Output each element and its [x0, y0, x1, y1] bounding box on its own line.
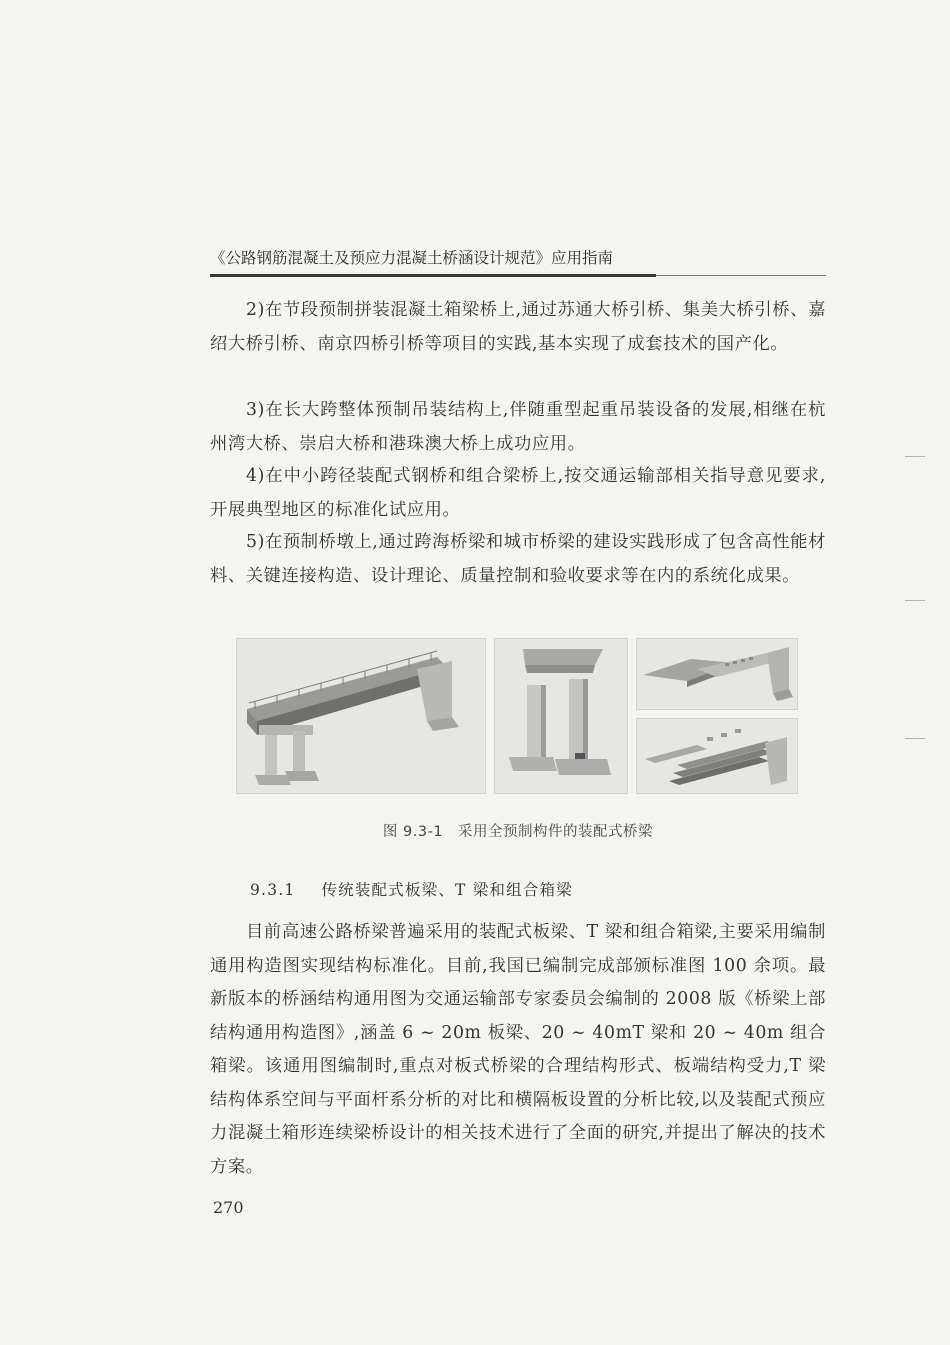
- section-number: 9.3.1: [250, 881, 296, 899]
- precast-pier-image: [494, 638, 628, 794]
- section-title: 传统装配式板梁、T 梁和组合箱梁: [321, 881, 573, 899]
- deck-panels-image: [636, 638, 798, 710]
- running-head: 《公路钢筋混凝土及预应力混凝土桥涵设计规范》应用指南: [210, 249, 614, 267]
- paragraph-3: 3)在长大跨整体预制吊装结构上,伴随重型起重吊装设备的发展,相继在杭州湾大桥、崇启大桥和港珠澳大桥上成功应用。: [210, 400, 826, 454]
- figure: [236, 638, 798, 794]
- header-rule-extension: [656, 275, 826, 276]
- margin-mark: [905, 600, 925, 601]
- margin-mark: [905, 456, 925, 457]
- paragraph-4: 4)在中小跨径装配式钢桥和组合梁桥上,按交通运输部相关指导意见要求,开展典型地区的标准化试应用。: [210, 466, 826, 520]
- paragraph-5: 5)在预制桥墩上,通过跨海桥梁和城市桥梁的建设实践形成了包含高性能材料、关键连接构造、设计理论、质量控制和验收要求等在内的系统化成果。: [210, 532, 826, 586]
- body-paragraph: 目前高速公路桥梁普遍采用的装配式板梁、T 梁和组合箱梁,主要采用编制通用构造图实现结构标准化。目前,我国已编制完成部颁标准图 100 余项。最新版本的桥涵结构通用图为交通运输部专家委员会编制的 2008 版《桥梁上部结构通用构造图》,涵盖 6 ~ 20m 板梁、20 ~ 40mT 梁和 20 ~ 40m 组合箱梁。该通用图编制时,重点对板式桥梁的合理结构形式、板端结构受力,T 梁结构体系空间与平面杆系分析的对比和横隔板设置的分析比较,以及装配式预应力混凝土箱形连续梁桥设计的相关技术进行了全面的研究,并提出了解决的技术方案。: [210, 922, 826, 1177]
- page-number: 270: [213, 1198, 244, 1217]
- section-heading: [250, 878, 573, 900]
- header-rule: [210, 274, 656, 277]
- girder-erection-image: [636, 718, 798, 794]
- margin-mark: [905, 738, 925, 739]
- figure-caption: 图 9.3-1 采用全预制构件的装配式桥梁: [382, 824, 654, 840]
- paragraph-2: 2)在节段预制拼装混凝土箱梁桥上,通过苏通大桥引桥、集美大桥引桥、嘉绍大桥引桥、南京四桥引桥等项目的实践,基本实现了成套技术的国产化。: [210, 300, 826, 354]
- bridge-overview-image: [236, 638, 486, 794]
